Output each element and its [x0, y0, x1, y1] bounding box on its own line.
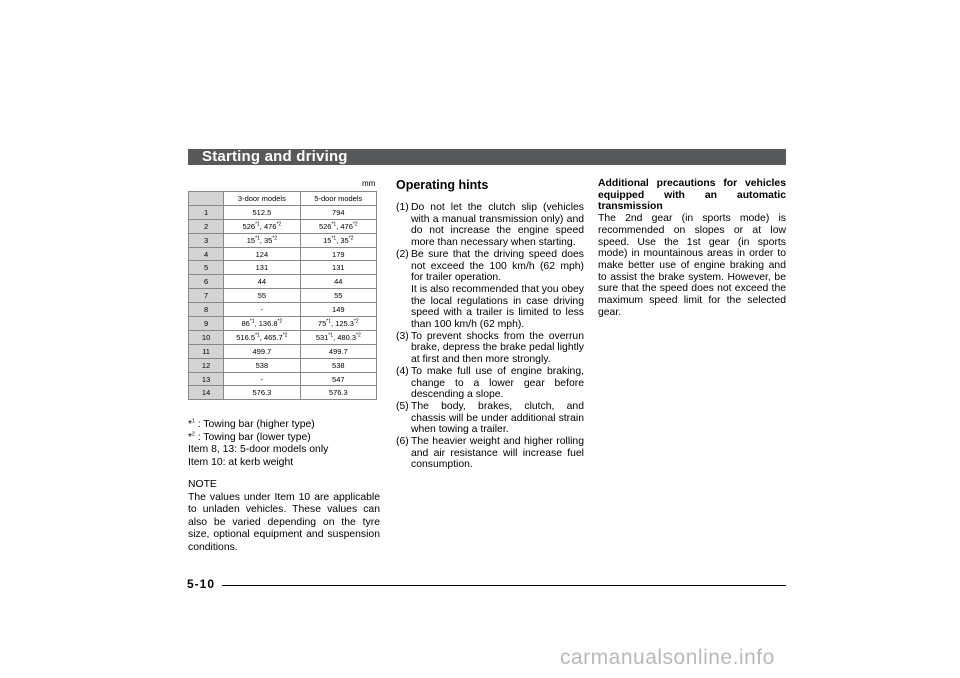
item-number-cell: 14 [189, 386, 224, 400]
dimensions-table [188, 191, 377, 400]
item-number-cell: 4 [189, 247, 224, 261]
footnote-2: *$^2$ : Towing bar (lower type) [188, 431, 311, 443]
item-number-cell: 1 [189, 205, 224, 219]
item-note-2: Item 10: at kerb weight [188, 456, 294, 468]
item-number-cell: 5 [189, 261, 224, 275]
table-row [189, 358, 377, 372]
table-row [189, 289, 377, 303]
item-number-cell: 11 [189, 344, 224, 358]
three-door-cell: - [224, 372, 300, 386]
precautions-text: The 2nd gear (in sports mode) is recommended on slopes or at low speed. Use the 1st gear (in sports mode) in mountainous areas in order to make better use of engine braking and to assist the brake system. However, be sure that the speed does not exceed the maximum speed limit for the selected gear. [598, 213, 786, 318]
table-row [189, 303, 377, 317]
precautions-section [598, 178, 786, 318]
item-number-cell: 10 [189, 330, 224, 344]
hint-number: (2) [396, 248, 409, 260]
five-door-cell: 499.7 [300, 344, 376, 358]
five-door-cell: 576.3 [300, 386, 376, 400]
item-number-cell: 12 [189, 358, 224, 372]
five-door-cell: 149 [300, 303, 376, 317]
item-note-1: Item 8, 13: 5-door models only [188, 444, 329, 455]
item-number-cell: 6 [189, 275, 224, 289]
five-door-cell: 531$^{*1}$, 480.3$^{*2}$ [300, 330, 376, 344]
footer-rule [222, 585, 786, 586]
footnote-1: *$^1$ : Towing bar (higher type) [188, 418, 315, 430]
hint-text: The heavier weight and higher rolling and air resistance will increase fuel consumption. [411, 436, 584, 471]
table-row [189, 317, 377, 331]
five-door-cell: 538 [300, 358, 376, 372]
hint-number: (5) [396, 400, 409, 412]
three-door-cell: 15$^{*1}$, 35$^{*2}$ [224, 233, 300, 247]
five-door-cell: 15$^{*1}$, 35$^{*2}$ [300, 233, 376, 247]
five-door-cell: 131 [300, 261, 376, 275]
three-door-cell: 124 [224, 247, 300, 261]
table-row [189, 247, 377, 261]
three-door-cell: 131 [224, 261, 300, 275]
item-number-cell: 3 [189, 233, 224, 247]
header-item [189, 192, 224, 206]
hint-item [396, 401, 584, 436]
three-door-cell: 516.5$^{*1}$, 465.7$^{*2}$ [224, 330, 300, 344]
operating-hints-title: Operating hints [396, 178, 489, 192]
hint-item [396, 331, 584, 366]
three-door-cell: 512.5 [224, 205, 300, 219]
note-label: NOTE [188, 479, 217, 490]
hint-item [396, 202, 584, 249]
table-row [189, 219, 377, 233]
five-door-cell: 526$^{*1}$, 476$^{*2}$ [300, 219, 376, 233]
hint-number: (3) [396, 330, 409, 342]
three-door-cell: - [224, 303, 300, 317]
three-door-cell: 538 [224, 358, 300, 372]
header-3-door: 3-door models [224, 192, 300, 206]
table-row [189, 275, 377, 289]
hint-number: (4) [396, 365, 409, 377]
table-row [189, 205, 377, 219]
unit-label: mm [362, 179, 376, 188]
three-door-cell: 86$^{*1}$, 136.8$^{*2}$ [224, 317, 300, 331]
header-5-door: 5-door models [300, 192, 376, 206]
item-number-cell: 2 [189, 219, 224, 233]
hint-text: To prevent shocks from the overrun brake, depress the brake pedal lightly at first and then more strongly. [411, 330, 584, 366]
table-header-row [189, 192, 377, 206]
precautions-title: Additional precautions for vehicles equipped with an automatic transmission [598, 178, 786, 213]
hint-number: (6) [396, 436, 409, 448]
five-door-cell: 75$^{*1}$, 125.3$^{*2}$ [300, 317, 376, 331]
three-door-cell: 44 [224, 275, 300, 289]
hint-text: The body, brakes, clutch, and chassis will be under additional strain when towing a trailer. [411, 400, 584, 436]
three-door-cell: 526$^{*1}$, 476$^{*2}$ [224, 219, 300, 233]
three-door-cell: 576.3 [224, 386, 300, 400]
item-number-cell: 13 [189, 372, 224, 386]
three-door-cell: 55 [224, 289, 300, 303]
table-row [189, 344, 377, 358]
five-door-cell: 44 [300, 275, 376, 289]
hint-number: (1) [396, 202, 409, 213]
five-door-cell: 794 [300, 205, 376, 219]
table-row [189, 330, 377, 344]
hint-text: To make full use of engine braking, change to a lower gear before descending a slope. [411, 365, 584, 401]
section-header-bar [188, 149, 786, 165]
item-number-cell: 9 [189, 317, 224, 331]
table-row [189, 233, 377, 247]
five-door-cell: 55 [300, 289, 376, 303]
hint-text: Be sure that the driving speed does not exceed the 100 km/h (62 mph) for trailer operation. It is also recommended that you obey the local regulations in case driving speed with a trailer is limited to less than 100 km/h (62 mph). [411, 248, 584, 331]
table-row [189, 372, 377, 386]
hint-text: Do not let the clutch slip (vehicles with a manual transmission only) and do not increase the engine speed more than necessary when starting. [411, 202, 584, 249]
item-number-cell: 7 [189, 289, 224, 303]
page-number: 5-10 [187, 577, 216, 591]
item-number-cell: 8 [189, 303, 224, 317]
note-text: The values under Item 10 are applicable to unladen vehicles. These values can also be varied depending on the tyre size, optional equipment and suspension conditions. [188, 491, 380, 553]
hint-item [396, 366, 584, 401]
hint-item [396, 436, 584, 471]
watermark: carmanualsonline.info [560, 646, 775, 669]
three-door-cell: 499.7 [224, 344, 300, 358]
table-row [189, 261, 377, 275]
table-notes [188, 419, 380, 554]
operating-hints-list [396, 202, 584, 471]
section-title: Starting and driving [202, 148, 348, 165]
five-door-cell: 179 [300, 247, 376, 261]
hint-item [396, 249, 584, 331]
table-row [189, 386, 377, 400]
five-door-cell: 547 [300, 372, 376, 386]
